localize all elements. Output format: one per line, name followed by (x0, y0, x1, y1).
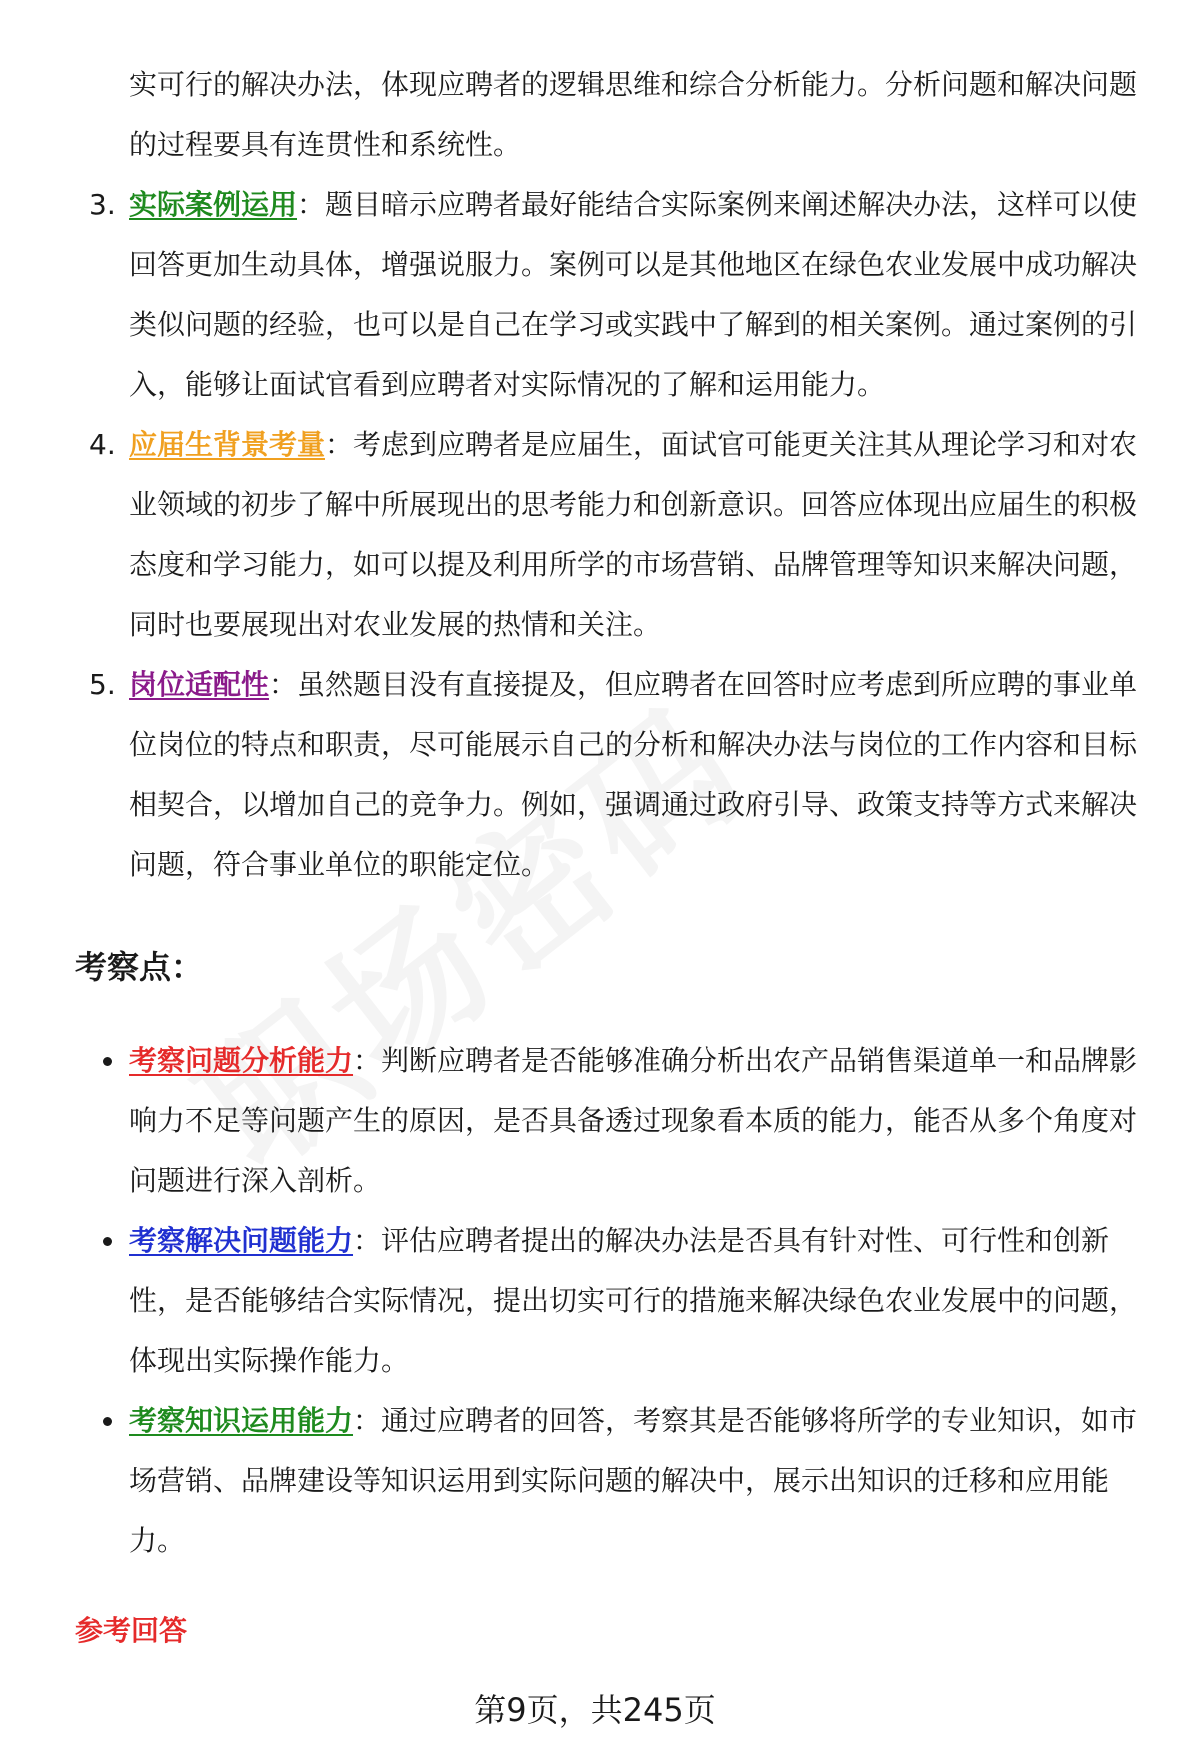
list-item (75, 1211, 1155, 1391)
bullet-list (75, 1031, 1155, 1571)
list-number: 3. (89, 188, 116, 221)
list-item (75, 1391, 1155, 1571)
list-item (75, 655, 1155, 895)
section-title: 考察点： (75, 948, 204, 986)
keyword-label: 考察问题分析能力 (129, 1044, 354, 1077)
bullet-dot (103, 1237, 112, 1246)
document-page (75, 55, 1155, 1651)
item-text: ：评估应聘者提出的解决办法是否具有针对性、可行性和创新性，是否能够结合实际情况，提出切实可行的措施来解决绿色农业发展中的问题，体现出实际操作能力。 (129, 1224, 1138, 1377)
item-text: ：判断应聘者是否能够准确分析出农产品销售渠道单一和品牌影响力不足等问题产生的原因，是否具备透过现象看本质的能力，能否从多个角度对问题进行深入剖析。 (129, 1044, 1138, 1197)
keyword-label: 考察知识运用能力 (129, 1404, 354, 1437)
list-item (75, 1031, 1155, 1211)
reference-answer-title: 参考回答 (75, 1614, 188, 1647)
item-text: ：题目暗示应聘者最好能结合实际案例来阐述解决办法，这样可以使回答更加生动具体，增强说服力。案例可以是其他地区在绿色农业发展中成功解决类似问题的经验，也可以是自己在学习或实践中了解到的相关案例。通过案例的引入，能够让面试官看到应聘者对实际情况的了解和运用能力。 (129, 188, 1138, 401)
item-text: ：考虑到应聘者是应届生，面试官可能更关注其从理论学习和对农业领域的初步了解中所展现出的思考能力和创新意识。回答应体现出应届生的积极态度和学习能力，如可以提及利用所学的市场营销、品牌管理等知识来解决问题，同时也要展现出对农业发展的热情和关注。 (129, 428, 1138, 641)
bullet-dot (103, 1417, 112, 1426)
list-item (75, 415, 1155, 655)
item-text: ：通过应聘者的回答，考察其是否能够将所学的专业知识，如市场营销、品牌建设等知识运用到实际问题的解决中，展示出知识的迁移和应用能力。 (129, 1404, 1138, 1557)
list-number: 4. (89, 428, 116, 461)
keyword-label: 岗位适配性 (129, 668, 270, 701)
item-text: ：虽然题目没有直接提及，但应聘者在回答时应考虑到所应聘的事业单位岗位的特点和职责，尽可能展示自己的分析和解决办法与岗位的工作内容和目标相契合，以增加自己的竞争力。例如，强调通过政府引导、政策支持等方式来解决问题，符合事业单位的职能定位。 (129, 668, 1138, 881)
list-item (75, 175, 1155, 415)
intro-continuation: 实可行的解决办法，体现应聘者的逻辑思维和综合分析能力。分析问题和解决问题的过程要具有连贯性和系统性。 (129, 68, 1138, 161)
keyword-label: 实际案例运用 (129, 188, 298, 221)
keyword-label: 应届生背景考量 (129, 428, 326, 461)
keyword-label: 考察解决问题能力 (129, 1224, 354, 1257)
page-number: 第9页，共245页 (474, 1691, 716, 1729)
list-number: 5. (89, 668, 116, 701)
bullet-dot (103, 1057, 112, 1066)
numbered-list (75, 175, 1155, 895)
